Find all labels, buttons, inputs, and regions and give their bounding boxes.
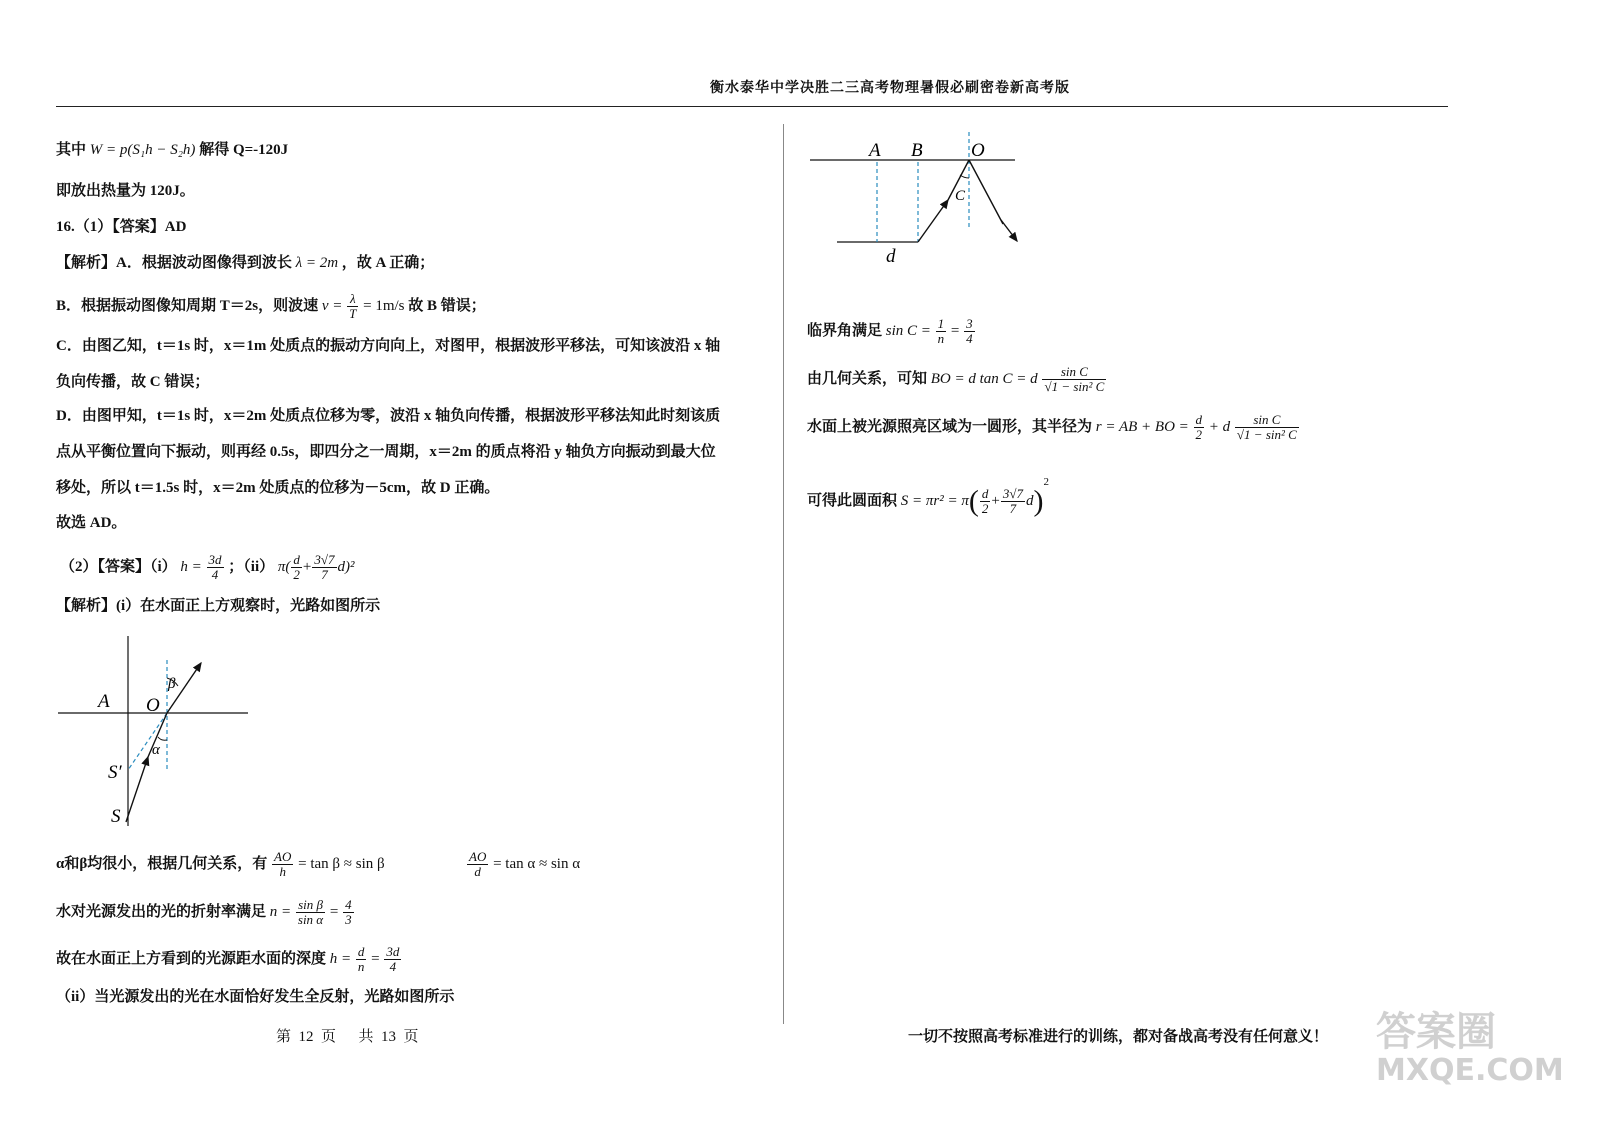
numerator: sin β — [296, 898, 325, 913]
fraction — [1194, 413, 1205, 442]
formula-work: W = p(S₁h − S₂h) — [89, 142, 196, 158]
label-beta: β — [168, 676, 176, 692]
denominator: T — [349, 306, 357, 321]
text: 临界角满足 — [807, 322, 883, 339]
line-answer-16-1: 16.（1）【答案】AD — [56, 219, 187, 235]
formula: S = πr² = π — [900, 493, 969, 509]
numerator: d — [357, 944, 365, 959]
page-header-title: 衡水泰华中学决胜二三高考物理暑假必刷密卷新高考版 — [710, 81, 1070, 96]
formula: = tan α ≈ sin α — [493, 855, 581, 872]
fraction — [291, 553, 302, 582]
label-o: O — [146, 695, 160, 716]
formula: BO = d tan C = d — [930, 370, 1038, 387]
formula: = — [950, 322, 960, 339]
formula: sin C = — [885, 322, 931, 339]
fraction — [1042, 365, 1106, 394]
fraction — [384, 945, 401, 974]
text: α和β均很小，根据几何关系，有 — [56, 855, 268, 872]
fraction — [272, 850, 293, 879]
fraction — [296, 898, 325, 927]
denominator: h — [279, 864, 286, 879]
line-analysis-i: 【解析】(i）在水面正上方观察时，光路如图所示 — [56, 598, 381, 614]
fraction — [312, 553, 336, 582]
paren-open: ( — [968, 484, 979, 518]
numerator: 3d — [386, 944, 400, 959]
denominator: 4 — [211, 567, 219, 582]
text: B．根据振动图像知周期 T＝2s，则波速 — [56, 297, 319, 314]
label-b: B — [911, 140, 923, 161]
denominator: 4 — [389, 959, 397, 974]
numerator: 4 — [345, 897, 352, 912]
label-o: O — [971, 140, 985, 161]
fraction — [1001, 487, 1025, 516]
formula: n = — [269, 903, 292, 920]
fraction — [1235, 413, 1299, 442]
line-choice: 故选 AD。 — [56, 515, 127, 531]
figure-refraction-observation — [56, 630, 256, 830]
numerator: 3√7 — [314, 552, 335, 567]
denominator: 7 — [1009, 501, 1017, 517]
line-work-formula — [56, 140, 288, 160]
numerator: d — [981, 486, 989, 502]
denominator: 3 — [345, 912, 352, 927]
fraction — [980, 487, 991, 516]
text: （2）【答案】（i） — [60, 558, 177, 575]
text: ；（ii） — [228, 558, 275, 575]
fraction-lambda-t — [347, 292, 358, 321]
denominator: d — [474, 864, 481, 879]
text: 由几何关系，可知 — [807, 370, 928, 387]
formula: h = — [329, 950, 352, 967]
exponent: 2 — [1043, 476, 1049, 488]
line-analysis-b — [56, 292, 486, 321]
formula: h = — [180, 558, 202, 575]
reflected-ray-upper — [969, 160, 1003, 224]
label-alpha: α — [152, 742, 160, 758]
numerator: 1 — [937, 316, 945, 331]
column-divider — [783, 124, 784, 1024]
line-analysis-c2: 负向传播，故 C 错误； — [56, 374, 210, 390]
line-analysis-d1: D．由图甲知，t＝1s 时，x＝2m 处质点位移为零，波沿 x 轴负向传播，根据波形平移法知此时刻该质 — [56, 408, 721, 424]
denominator: n — [357, 959, 365, 974]
numerator: AO — [469, 849, 487, 864]
formula: d — [1025, 493, 1034, 509]
fraction — [964, 317, 975, 346]
line-small-angle-2 — [466, 850, 580, 879]
line-analysis-a — [56, 253, 434, 273]
watermark-top: 答案圈 — [1376, 1009, 1496, 1055]
paren-close: ) — [1033, 484, 1044, 518]
label-s-prime: S′ — [108, 762, 122, 783]
fraction — [343, 898, 354, 927]
denominator: 2 — [981, 501, 989, 517]
text: 可得此圆面积 — [807, 493, 898, 509]
formula: = tan β ≈ sin β — [298, 855, 385, 872]
formula: d)² — [337, 558, 355, 575]
text: 故在水面正上方看到的光源距水面的深度 — [56, 950, 327, 967]
formula: + — [302, 558, 312, 575]
alpha-arc — [158, 737, 167, 740]
label-a: A — [869, 140, 881, 161]
page-number: 第 12 页 共 13 页 — [276, 1029, 419, 1045]
text: 水对光源发出的光的折射率满足 — [56, 903, 267, 920]
numerator: sin C — [1235, 413, 1299, 428]
fraction — [936, 317, 947, 346]
line-area — [807, 472, 1049, 516]
denominator: 2 — [293, 567, 300, 582]
virtual-ray — [128, 713, 167, 770]
numerator: d — [293, 552, 300, 567]
formula: = — [329, 903, 339, 920]
numerator: sin C — [1042, 365, 1106, 380]
header-rule — [56, 106, 1448, 107]
line-analysis-ii: （ii）当光源发出的光在水面恰好发生全反射，光路如图所示 — [56, 989, 455, 1005]
text: 【解析】A．根据波动图像得到波长 — [56, 255, 292, 271]
footer-slogan: 一切不按照高考标准进行的训练，都对备战高考没有任何意义！ — [908, 1029, 1329, 1045]
fraction — [467, 850, 488, 879]
denominator: 4 — [966, 331, 973, 346]
line-heat: 即放出热量为 120J。 — [56, 183, 195, 199]
line-refractive-index — [56, 898, 355, 927]
line-analysis-d3: 移处，所以 t＝1.5s 时，x＝2m 处质点的位移为－5cm，故 D 正确。 — [56, 480, 500, 496]
label-c: C — [955, 188, 966, 204]
text: 水面上被光源照亮区域为一圆形，其半径为 — [807, 418, 1093, 435]
numerator: AO — [274, 849, 292, 864]
watermark-logo — [1376, 1010, 1564, 1088]
line-small-angle — [56, 850, 385, 879]
line-analysis-c1: C．由图乙知，t＝1s 时，x＝1m 处质点的振动方向向上，对图甲，根据波形平移法，可知该波沿 x 轴 — [56, 338, 721, 354]
formula: π( — [277, 558, 291, 575]
fraction — [356, 945, 367, 974]
incident-ray-lower — [126, 757, 148, 822]
c-arc — [960, 175, 969, 178]
numerator: λ — [347, 292, 358, 307]
formula: = 1m/s — [363, 297, 405, 314]
formula-wavelength: λ = 2m — [295, 255, 339, 271]
fraction — [207, 553, 224, 582]
numerator: 3d — [208, 552, 222, 567]
line-critical-angle — [807, 317, 976, 346]
text: ，故 A 正确； — [341, 255, 435, 271]
formula: r = AB + BO = — [1095, 418, 1189, 435]
line-geometry-bo — [807, 365, 1107, 394]
label-s: S — [111, 806, 121, 827]
denominator: 2 — [1195, 427, 1203, 442]
text: 其中 — [56, 142, 87, 158]
label-a: A — [98, 691, 110, 712]
formula: v = — [321, 297, 343, 314]
line-radius — [807, 413, 1300, 442]
line-answer-16-2 — [60, 553, 355, 582]
numerator: d — [1195, 412, 1203, 427]
formula: + d — [1208, 418, 1231, 435]
reflected-ray-lower — [1001, 220, 1017, 241]
incident-ray-lower — [918, 200, 948, 242]
denominator: √1 − sin² C — [1044, 379, 1105, 394]
text: 故 B 错误； — [408, 297, 486, 314]
denominator: n — [937, 331, 945, 346]
numerator: 3 — [966, 316, 973, 331]
text: 解得 Q=-120J — [199, 142, 289, 158]
denominator: sin α — [297, 912, 324, 927]
formula: = — [371, 950, 380, 967]
figure-total-reflection — [805, 128, 1025, 268]
watermark-bottom: MXQE.COM — [1376, 1053, 1564, 1088]
line-analysis-d2: 点从平衡位置向下振动，则再经 0.5s，即四分之一周期，x＝2m 的质点将沿 y 轴负方向振动到最大位 — [56, 444, 716, 460]
numerator: 3√7 — [1002, 486, 1023, 502]
formula: + — [991, 493, 1000, 509]
line-apparent-depth — [56, 945, 402, 974]
denominator: 7 — [321, 567, 328, 582]
denominator: √1 − sin² C — [1236, 427, 1297, 442]
label-d: d — [886, 246, 896, 267]
